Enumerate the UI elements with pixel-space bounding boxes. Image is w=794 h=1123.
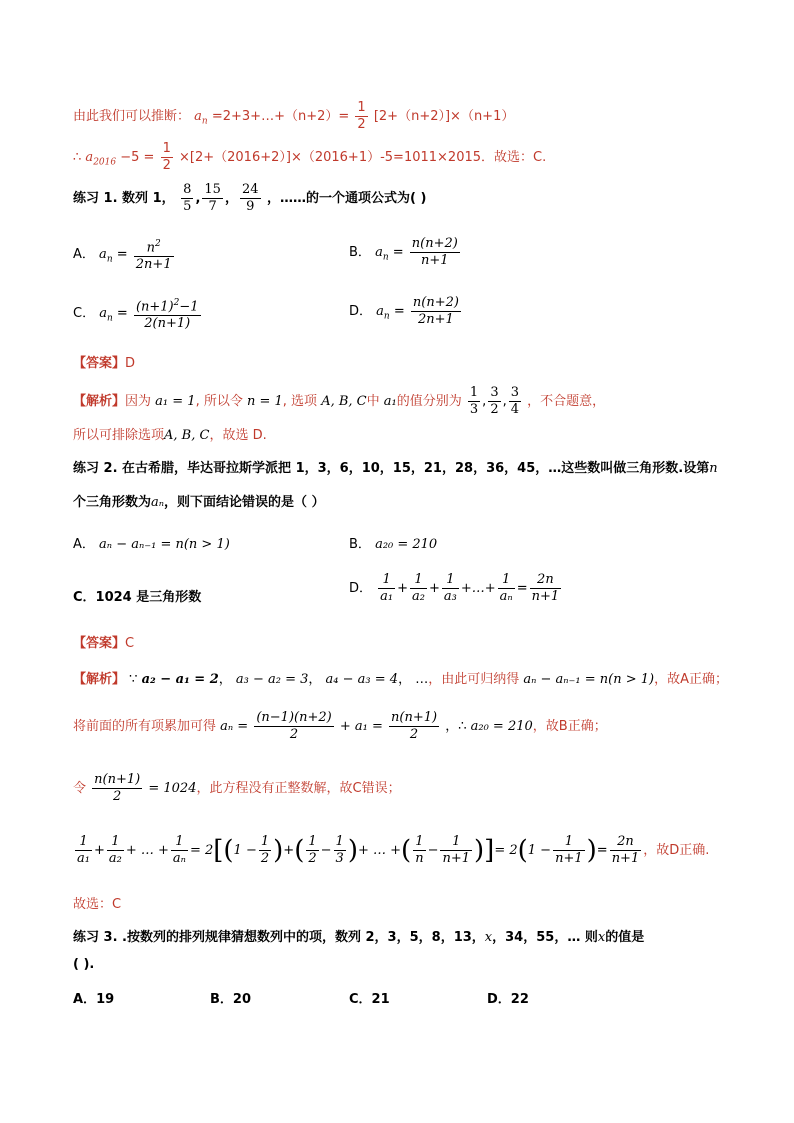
ex2-option-a: A． aₙ − aₙ₋₁ = n(n > 1) xyxy=(73,537,230,552)
ex2-option-d: D． $\frac{1}{\text{a₁}}$ + $\frac{1}{\text{a₂}}$ + $\frac{1}{\text{a₃}}$ +…+ $\frac{1}{\text{aₙ}}$ = $\frac{2n}{n+1}$ xyxy=(349,572,560,604)
ex2-conclusion: 故选：C xyxy=(73,897,122,912)
ex2-option-b: B． a₂₀ = 210 xyxy=(349,537,438,552)
ex2-analysis-step1: 【解析】 ∵ a₂ − a₁ = 2， a₃ − a₂ = 3， a₄ − a₃ = 4， …，由此可归纳得 aₙ − aₙ₋₁ = n(n > 1)，故A正确； xyxy=(73,672,729,687)
computation-line: ∴ $a_{2016} -5$ = $\frac{1}{2}$ ×[2+（2016+2）]×（2016+1）-5=1011×2015．故选：C. xyxy=(73,141,547,173)
exercise-2-question-cont: 个三角形数为aₙ，则下面结论错误的是（ ） xyxy=(73,495,325,510)
exercise-3-question: 练习 3. .按数列的排列规律猜想数列中的项，数列 2，3，5，8，13，x，34，55，… 则x的值是 xyxy=(73,930,645,945)
exercise-1-question: 练习 1. 数列 1， $\frac{8}{5}$ , $\frac{15}{7}$ ， $\frac{24}{9}$ ，……的一个通项公式为( ) xyxy=(73,182,427,214)
ex3-option-b: B．20 xyxy=(210,992,252,1007)
ex2-analysis-step4: $\frac{1}{\text{a₁}}$ + $\frac{1}{\text{a₂}}$ + … + $\frac{1}{\text{aₙ}}$ = 2[(1 − $\frac{1}{2}$ )+( $\frac{1}{2}$ − $\frac{1}{3}$ )+ … +( $\frac{1}{n}$ − $\frac{1}{n+1}$ )]= 2(1 − $\frac{1}{n+1}$ )= $\frac{2n}{n+1}$ ，故D正确. xyxy=(77,834,710,866)
ex3-option-c: C．21 xyxy=(349,992,390,1007)
half-fraction: $\frac{1}{2}$ xyxy=(357,100,366,132)
ex1-analysis: 【解析】因为 a₁ = 1, 所以令 n = 1, 选项 A, B, C中 a₁的值分别为 $\frac{1}{3}$ , $\frac{3}{2}$ , $\frac{3}{4}$ ，不合题意， xyxy=(73,385,606,417)
ex3-option-a: A．19 xyxy=(73,992,115,1007)
ex1-answer: 【答案】D xyxy=(73,356,136,371)
ex3-option-d: D．22 xyxy=(487,992,529,1007)
ex2-analysis-step2: 将前面的所有项累加可得 aₙ = $\frac{(n-1)(n+2)}{2}$ + a₁ = $\frac{n(n+1)}{2}$ ，∴ a₂₀ = 210，故B正确； xyxy=(73,710,607,742)
ex1-option-a: A． $a_n$ = $\frac{n^2}{2n+1}$ xyxy=(73,236,176,273)
ex1-option-b: B． $a_n$ = $\frac{n(n+2)}{n+1}$ xyxy=(349,236,458,268)
ex1-option-d: D． $a_n$ = $\frac{n(n+2)}{2n+1}$ xyxy=(349,295,459,327)
exercise-2-question: 练习 2. 在古希腊，毕达哥拉斯学派把 1，3，6，10，15，21，28，36，45，…这些数叫做三角形数.设第n xyxy=(73,461,718,476)
ex2-analysis-step3: 令 $\frac{n(n+1)}{2}$ = 1024，此方程没有正整数解，故C错误； xyxy=(73,772,401,804)
ex1-analysis-cont: 所以可排除选项A, B, C，故选 D. xyxy=(73,428,267,443)
ex2-option-c: C．1024 是三角形数 xyxy=(73,590,202,605)
exercise-3-question-cont: ( ). xyxy=(73,957,95,972)
deduction-line: 由此我们可以推断： $a_n$ =2+3+…+（n+2）= $\frac{1}{2}$ [2+（n+2）]×（n+1） xyxy=(73,100,515,132)
ex2-answer: 【答案】C xyxy=(73,636,135,651)
ex1-option-c: C． $a_n$ = $\frac{(n+1)^2-1}{2(n+1)}$ xyxy=(73,295,203,332)
